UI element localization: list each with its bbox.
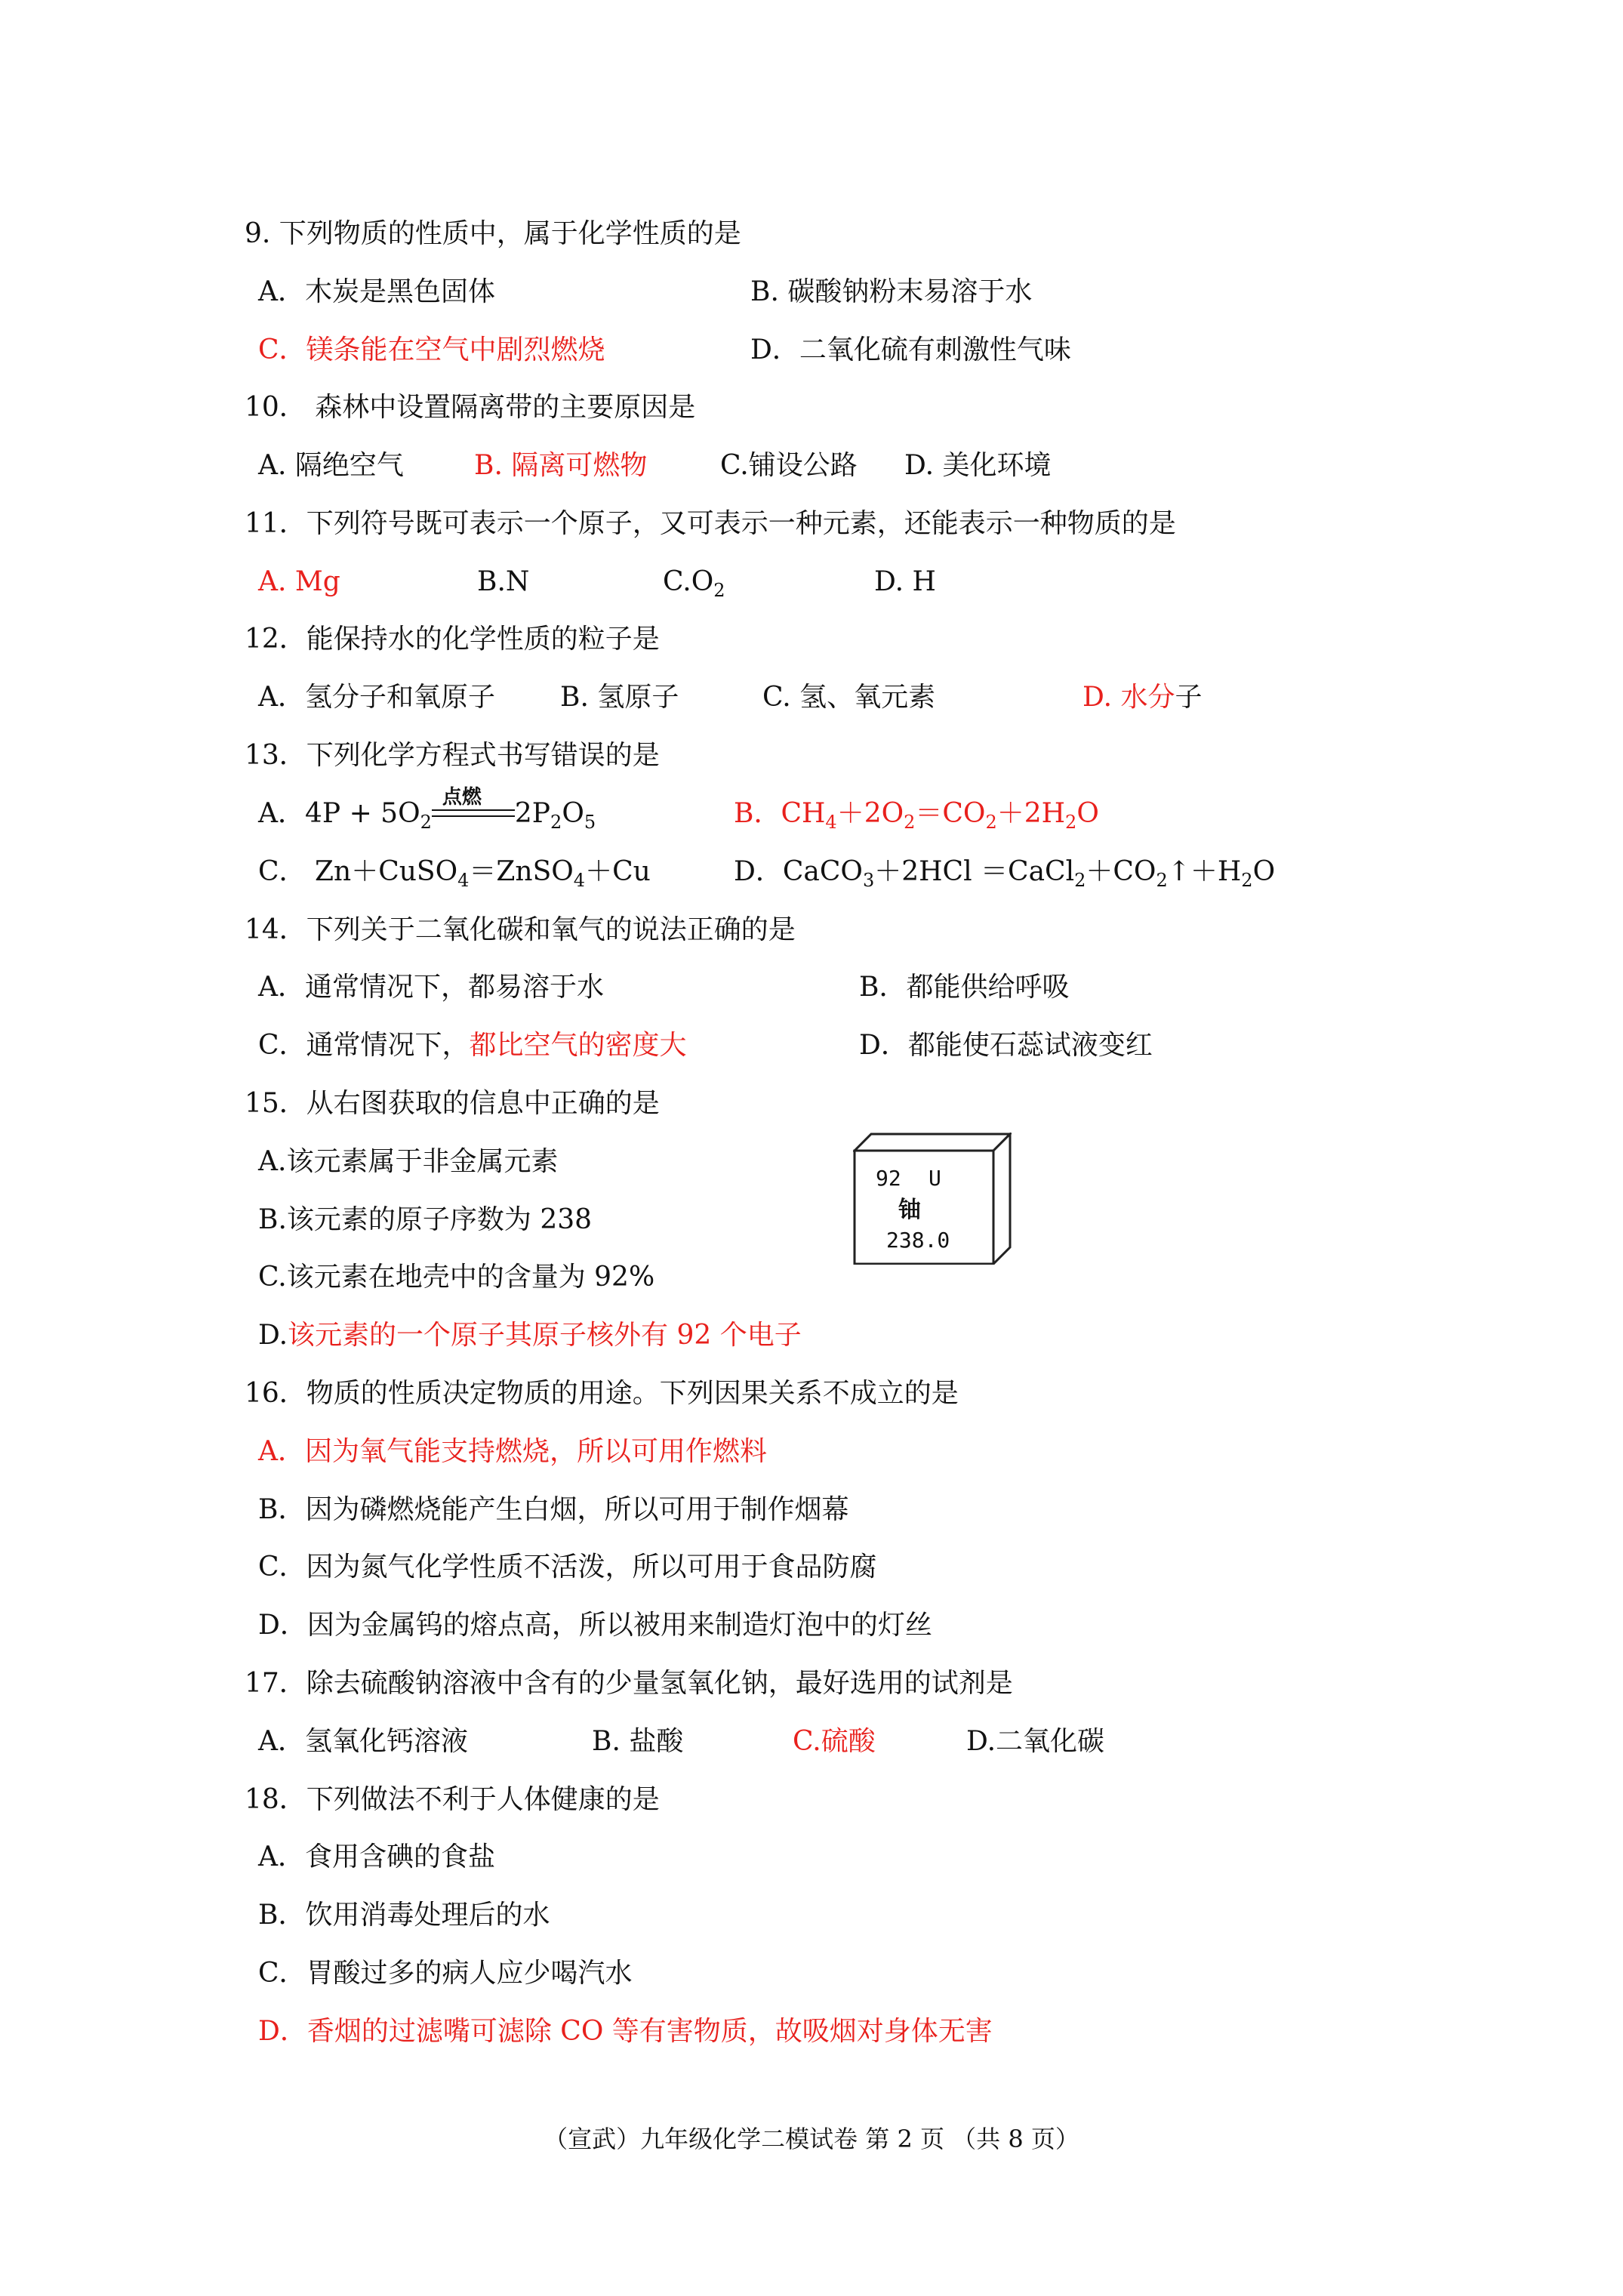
q12-option-a: A．氢分子和氧原子	[258, 682, 495, 713]
q15-option-c: C.该元素在地壳中的含量为 92%	[258, 1262, 655, 1293]
page-footer: （宣武）九年级化学二模试卷 第 2 页 （共 8 页）	[544, 2125, 1079, 2153]
q11-option-a: A. Mg	[258, 566, 340, 597]
q10-option-b: B. 隔离可燃物	[474, 450, 648, 481]
q12-stem: 12．能保持水的化学性质的粒子是	[245, 624, 660, 655]
q11-option-d: D. H	[874, 566, 936, 597]
element-mass: 238.0	[886, 1228, 950, 1253]
q16-stem: 16．物质的性质决定物质的用途。下列因果关系不成立的是	[245, 1378, 959, 1409]
q17-option-c: C.硫酸	[793, 1726, 876, 1757]
q10-option-d: D. 美化环境	[904, 450, 1052, 481]
q16-option-b: B．因为磷燃烧能产生白烟，所以可用于制作烟幕	[258, 1494, 849, 1525]
q9-option-b: B. 碳酸钠粉末易溶于水	[750, 276, 1033, 307]
element-number: 92	[876, 1166, 901, 1191]
q15-stem: 15．从右图获取的信息中正确的是	[245, 1088, 660, 1119]
q17-option-d: D.二氧化碳	[966, 1726, 1105, 1757]
element-symbol: U	[929, 1166, 941, 1191]
q18-option-a: A．食用含碘的食盐	[258, 1841, 495, 1872]
q18-option-d: D．香烟的过滤嘴可滤除 CO 等有害物质，故吸烟对身体无害	[258, 2016, 993, 2047]
q14-option-d: D．都能使石蕊试液变红	[859, 1030, 1153, 1061]
q13-option-b: B．$CH_4+2O_2=CO_2+2H_2O$	[734, 798, 1099, 833]
q16-option-d: D．因为金属钨的熔点高，所以被用来制造灯泡中的灯丝	[258, 1610, 932, 1641]
q10-option-a: A. 隔绝空气	[258, 450, 404, 481]
q13-stem: 13．下列化学方程式书写错误的是	[245, 740, 660, 771]
q13-option-d: D．CaCO$_3$＋2HCl $=CaCl_2+CO_2↑+H_2O$	[734, 856, 1276, 891]
q17-stem: 17．除去硫酸钠溶液中含有的少量氢氧化钠，最好选用的试剂是	[245, 1668, 1013, 1699]
q11-option-c: $C.O_2$	[663, 566, 725, 601]
q18-option-c: C．胃酸过多的病人应少喝汽水	[258, 1958, 633, 1989]
q12-option-b: B. 氢原子	[560, 682, 679, 713]
q15-option-d: D.该元素的一个原子其原子核外有 92 个电子	[258, 1320, 802, 1351]
q16-option-c: C．因为氮气化学性质不活泼，所以可用于食品防腐	[258, 1552, 877, 1583]
q17-option-b: B. 盐酸	[592, 1726, 684, 1757]
q11-stem: 11．下列符号既可表示一个原子，又可表示一种元素，还能表示一种物质的是	[245, 508, 1176, 539]
q9-option-a: A．木炭是黑色固体	[258, 276, 495, 307]
q10-stem: 10． 森林中设置隔离带的主要原因是	[245, 392, 696, 423]
q13-option-a: A．$4P + 5O_2$ 点燃 $2P_2O_5$	[258, 786, 596, 833]
q12-option-c: C. 氢、氧元素	[762, 682, 936, 713]
uranium-element-card	[853, 1133, 1012, 1265]
element-name: 铀	[898, 1197, 921, 1223]
q17-option-a: A．氢氧化钙溶液	[258, 1726, 468, 1757]
q12-option-d: D. 水分子	[1083, 682, 1203, 713]
q18-stem: 18．下列做法不利于人体健康的是	[245, 1784, 660, 1815]
q14-option-c: C．通常情况下，都比空气的密度大	[258, 1030, 687, 1061]
q13-option-c: C． Zn＋CuSO$_4$＝ZnSO$_4$＋Cu	[258, 856, 651, 891]
ignition-condition: 点燃	[432, 796, 515, 832]
q14-option-a: A．通常情况下，都易溶于水	[258, 972, 604, 1003]
q11-option-b: B.N	[477, 566, 530, 597]
q15-option-b: B.该元素的原子序数为 238	[258, 1204, 593, 1235]
q14-stem: 14．下列关于二氧化碳和氧气的说法正确的是	[245, 914, 796, 945]
q16-option-a: A．因为氧气能支持燃烧，所以可用作燃料	[258, 1436, 767, 1467]
q14-option-b: B．都能供给呼吸	[859, 972, 1070, 1003]
q9-stem: 9. 下列物质的性质中，属于化学性质的是	[245, 218, 741, 249]
q9-option-d: D．二氧化硫有刺激性气味	[750, 334, 1071, 365]
q18-option-b: B．饮用消毒处理后的水	[258, 1900, 550, 1931]
q15-option-a: A.该元素属于非金属元素	[258, 1146, 559, 1177]
q9-option-c: C．镁条能在空气中剧烈燃烧	[258, 334, 605, 365]
q10-option-c: C.铺设公路	[720, 450, 858, 481]
